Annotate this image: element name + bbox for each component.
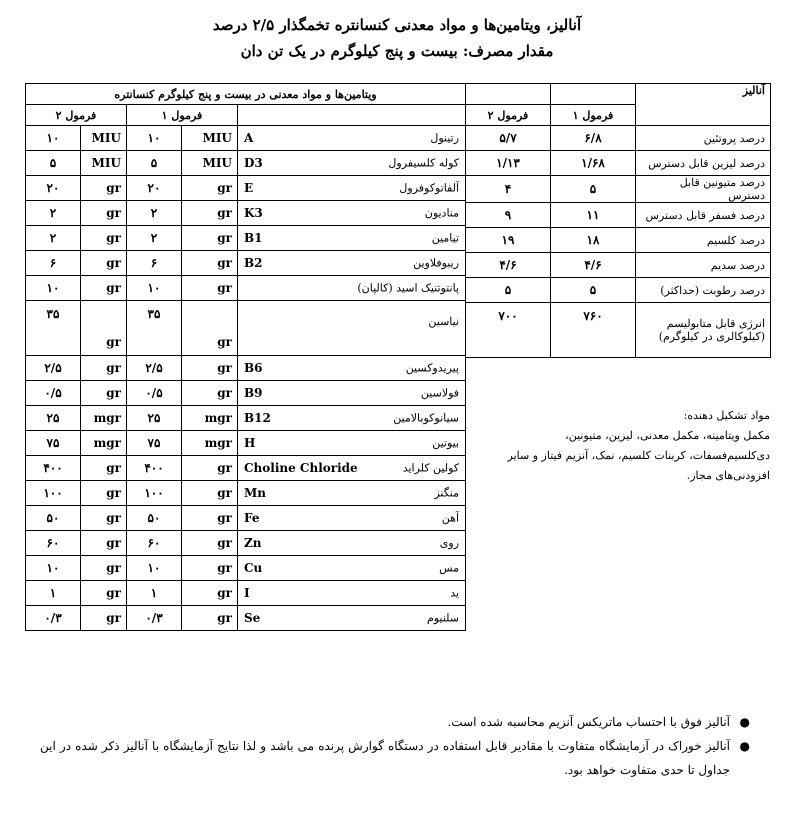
vitamin-formula2-unit: gr bbox=[81, 356, 127, 381]
analysis-row bbox=[466, 126, 771, 151]
vitamin-name-cell bbox=[238, 506, 466, 531]
vitamin-code: Zn bbox=[244, 536, 262, 550]
vitamin-code: Se bbox=[244, 611, 261, 625]
vitamin-formula1-value: ۱۰ bbox=[127, 556, 182, 581]
analysis-label: درصد رطوبت (حداکثر) bbox=[636, 278, 771, 303]
vitamin-formula2-value: ۲۵ bbox=[26, 406, 81, 431]
analysis-formula1-value: ۶/۸ bbox=[551, 126, 636, 151]
vitamin-formula1-unit: gr bbox=[182, 531, 238, 556]
analysis-formula2-value: ۱۹ bbox=[466, 228, 551, 253]
vitamin-name-cell bbox=[238, 481, 466, 506]
analysis-formula1-value: ۱۱ bbox=[551, 203, 636, 228]
vitamin-code: B1 bbox=[244, 231, 263, 245]
analysis-formula2-value: ۵/۷ bbox=[466, 126, 551, 151]
vitamin-row bbox=[26, 381, 466, 406]
vitamin-name: کولین کلراید bbox=[402, 461, 460, 475]
analysis-row bbox=[466, 303, 771, 358]
analysis-formula1-header: فرمول ۱ bbox=[551, 105, 636, 126]
vitamin-formula1-value: ۴۰۰ bbox=[127, 456, 182, 481]
vitamin-formula1-value: ۷۵ bbox=[127, 431, 182, 456]
vitamin-formula1-unit: gr bbox=[182, 606, 238, 631]
vitamin-name: پیریدوکسین bbox=[405, 361, 460, 375]
vitamin-formula2-value: ۴۰۰ bbox=[26, 456, 81, 481]
vitamin-code: D3 bbox=[244, 156, 263, 170]
vitamin-formula2-unit: mgr bbox=[81, 406, 127, 431]
vitamin-row bbox=[26, 126, 466, 151]
page-title: آنالیز، ویتامین‌ها و مواد معدنی کنسانتره تخمگذار ۲/۵ درصد bbox=[212, 16, 582, 34]
analysis-formula1-value: ۷۶۰ bbox=[551, 303, 636, 358]
vitamin-formula2-unit: gr bbox=[81, 481, 127, 506]
vitamin-row bbox=[26, 201, 466, 226]
vitamin-formula1-unit: gr bbox=[182, 176, 238, 201]
analysis-formula2-value: ۹ bbox=[466, 203, 551, 228]
analysis-row bbox=[466, 203, 771, 228]
vitamin-formula1-value: ۰/۵ bbox=[127, 381, 182, 406]
vitamin-row bbox=[26, 556, 466, 581]
vitamin-formula1-value: ۱۰ bbox=[127, 126, 182, 151]
analysis-formula2-value: ۵ bbox=[466, 278, 551, 303]
vitamin-code: H bbox=[244, 436, 256, 450]
vitamin-formula2-unit: gr bbox=[81, 276, 127, 301]
analysis-row bbox=[466, 228, 771, 253]
vitamin-name: منادیون bbox=[424, 206, 460, 220]
vitamin-row bbox=[26, 581, 466, 606]
vitamin-formula1-unit: gr bbox=[182, 381, 238, 406]
vitamin-formula1-value: ۱۰ bbox=[127, 276, 182, 301]
vitamin-name: آهن bbox=[441, 511, 460, 525]
note-text: آنالیز خوراک در آزمایشگاه متفاوت با مقادیر قابل استفاده در دستگاه گوارش پرنده می باشد و لذا نتایج آزمایشگاه با آنالیز ذکر شده در این جداول تا حدی متفاوت خواهد بود. bbox=[40, 739, 730, 777]
vitamin-code: Choline Chloride bbox=[244, 461, 358, 475]
analysis-header-blank bbox=[466, 84, 551, 105]
vitamin-formula1-value: ۶۰ bbox=[127, 531, 182, 556]
vitamin-formula2-value: ۲۰ bbox=[26, 176, 81, 201]
vitamin-name: منگنز bbox=[434, 486, 460, 500]
vitamin-formula2-value: ۵۰ bbox=[26, 506, 81, 531]
notes-list bbox=[40, 710, 750, 782]
vitamin-code: B6 bbox=[244, 361, 263, 375]
vitamin-formula1-unit: gr bbox=[182, 251, 238, 276]
vitamin-code: K3 bbox=[244, 206, 263, 220]
vitamin-formula1-value: ۱۰۰ bbox=[127, 481, 182, 506]
vitamin-name-cell bbox=[238, 151, 466, 176]
analysis-label: انرژی قابل متابولیسم (کیلوکالری در کیلوگرم) bbox=[636, 303, 771, 358]
vitamin-row bbox=[26, 226, 466, 251]
vitamin-name-cell bbox=[238, 606, 466, 631]
vitamin-name-cell bbox=[238, 456, 466, 481]
vitamin-formula2-unit: gr bbox=[81, 556, 127, 581]
vitamin-name-cell bbox=[238, 531, 466, 556]
analysis-row bbox=[466, 278, 771, 303]
vitamin-formula2-unit: gr bbox=[81, 226, 127, 251]
vitamin-formula1-value: ۳۵ bbox=[127, 301, 182, 356]
analysis-formula2-value: ۴ bbox=[466, 176, 551, 203]
analysis-label: درصد لیزین قابل دسترس bbox=[636, 151, 771, 176]
vitamin-formula2-unit: gr bbox=[81, 506, 127, 531]
vitamin-name-cell bbox=[238, 251, 466, 276]
vitamin-row bbox=[26, 531, 466, 556]
vitamin-name-cell bbox=[238, 381, 466, 406]
analysis-formula2-value: ۴/۶ bbox=[466, 253, 551, 278]
vitamin-formula1-value: ۶ bbox=[127, 251, 182, 276]
vitamin-formula2-value: ۶ bbox=[26, 251, 81, 276]
vitamin-formula2-unit: gr bbox=[81, 531, 127, 556]
analysis-formula1-value: ۴/۶ bbox=[551, 253, 636, 278]
analysis-header-blank bbox=[551, 84, 636, 105]
vitamin-name: روی bbox=[439, 536, 460, 550]
analysis-formula1-value: ۵ bbox=[551, 278, 636, 303]
vitamin-code: B12 bbox=[244, 411, 271, 425]
analysis-table bbox=[465, 83, 771, 358]
vitamin-formula1-unit: gr bbox=[182, 301, 238, 356]
vitamin-formula2-unit: gr bbox=[81, 456, 127, 481]
vitamin-formula2-value: ۳۵ bbox=[26, 301, 81, 356]
vitamin-formula2-value: ۱۰۰ bbox=[26, 481, 81, 506]
vitamins-table bbox=[25, 83, 466, 631]
note-item bbox=[40, 734, 750, 782]
vitamin-formula2-value: ۱ bbox=[26, 581, 81, 606]
vitamin-formula1-unit: gr bbox=[182, 506, 238, 531]
vitamin-row bbox=[26, 406, 466, 431]
bullet-icon: ● bbox=[739, 739, 750, 753]
vitamin-code: E bbox=[244, 181, 254, 195]
vitamin-name: پانتوتنیک اسید (کالپان) bbox=[357, 281, 460, 295]
vitamin-formula1-unit: mgr bbox=[182, 431, 238, 456]
analysis-formula1-value: ۱/۶۸ bbox=[551, 151, 636, 176]
vitamin-code: A bbox=[244, 131, 254, 145]
vitamin-name-cell bbox=[238, 556, 466, 581]
vitamin-name: بیوتین bbox=[432, 436, 460, 450]
vitamin-formula2-value: ۲ bbox=[26, 226, 81, 251]
vitamin-formula1-unit: gr bbox=[182, 556, 238, 581]
vitamin-code: B2 bbox=[244, 256, 263, 270]
vitamin-row bbox=[26, 356, 466, 381]
vitamin-name: سیانوکوبالامین bbox=[393, 411, 460, 425]
vitamin-formula1-value: ۲ bbox=[127, 201, 182, 226]
analysis-label: درصد فسفر قابل دسترس bbox=[636, 203, 771, 228]
vitamin-name-cell bbox=[238, 226, 466, 251]
analysis-formula2-value: ۱/۱۳ bbox=[466, 151, 551, 176]
vitamins-name-header bbox=[238, 105, 466, 126]
vitamin-formula1-value: ۵۰ bbox=[127, 506, 182, 531]
vitamin-formula2-value: ۶۰ bbox=[26, 531, 81, 556]
vitamin-formula1-unit: gr bbox=[182, 481, 238, 506]
vitamin-formula1-unit: mgr bbox=[182, 406, 238, 431]
vitamin-formula2-unit: MIU bbox=[81, 151, 127, 176]
vitamin-formula1-unit: gr bbox=[182, 356, 238, 381]
vitamin-formula2-unit: gr bbox=[81, 381, 127, 406]
vitamin-name-cell bbox=[238, 581, 466, 606]
analysis-row bbox=[466, 151, 771, 176]
vitamin-formula2-value: ۵ bbox=[26, 151, 81, 176]
vitamin-name-cell bbox=[238, 356, 466, 381]
vitamin-row bbox=[26, 301, 466, 356]
vitamin-formula1-value: ۲۰ bbox=[127, 176, 182, 201]
vitamin-name: فولاسین bbox=[420, 386, 460, 400]
analysis-row bbox=[466, 176, 771, 203]
vitamin-formula1-value: ۱ bbox=[127, 581, 182, 606]
analysis-label: درصد متیونین قابل دسترس bbox=[636, 176, 771, 203]
analysis-formula2-header: فرمول ۲ bbox=[466, 105, 551, 126]
vitamin-formula1-unit: gr bbox=[182, 201, 238, 226]
vitamin-row bbox=[26, 506, 466, 531]
vitamin-formula2-unit: gr bbox=[81, 176, 127, 201]
vitamin-formula2-value: ۰/۳ bbox=[26, 606, 81, 631]
vitamin-formula1-unit: gr bbox=[182, 581, 238, 606]
vitamin-name: تیامین bbox=[431, 231, 460, 245]
vitamin-name-cell bbox=[238, 176, 466, 201]
vitamin-formula1-value: ۲ bbox=[127, 226, 182, 251]
vitamin-code: Cu bbox=[244, 561, 263, 575]
vitamin-row bbox=[26, 481, 466, 506]
vitamin-formula2-value: ۱۰ bbox=[26, 126, 81, 151]
vitamin-name-cell bbox=[238, 301, 466, 356]
vitamin-code: Mn bbox=[244, 486, 267, 500]
vitamin-formula2-unit: MIU bbox=[81, 126, 127, 151]
vitamin-formula2-value: ۷۵ bbox=[26, 431, 81, 456]
vitamin-name: ید bbox=[450, 586, 460, 600]
vitamin-row bbox=[26, 456, 466, 481]
vitamin-formula2-unit: gr bbox=[81, 201, 127, 226]
vitamins-formula1-header: فرمول ۱ bbox=[127, 105, 238, 126]
vitamin-name-cell bbox=[238, 201, 466, 226]
vitamin-formula2-value: ۰/۵ bbox=[26, 381, 81, 406]
vitamin-formula1-value: ۲۵ bbox=[127, 406, 182, 431]
analysis-formula1-value: ۵ bbox=[551, 176, 636, 203]
analysis-formula2-value: ۷۰۰ bbox=[466, 303, 551, 358]
vitamin-formula2-unit: gr bbox=[81, 606, 127, 631]
analysis-label: درصد سدیم bbox=[636, 253, 771, 278]
vitamin-formula1-unit: MIU bbox=[182, 126, 238, 151]
vitamin-name: سلنیوم bbox=[427, 611, 460, 625]
vitamin-row bbox=[26, 606, 466, 631]
vitamin-formula1-unit: gr bbox=[182, 226, 238, 251]
analysis-label: درصد کلسیم bbox=[636, 228, 771, 253]
vitamin-name: ریبوفلاوین bbox=[413, 256, 460, 270]
vitamin-formula1-value: ۲/۵ bbox=[127, 356, 182, 381]
vitamin-name-cell bbox=[238, 126, 466, 151]
ingredients-block bbox=[485, 406, 770, 486]
vitamin-formula2-unit: gr bbox=[81, 251, 127, 276]
vitamin-name: مس bbox=[439, 561, 460, 575]
vitamin-code: B9 bbox=[244, 386, 263, 400]
vitamin-formula1-value: ۰/۳ bbox=[127, 606, 182, 631]
vitamin-formula2-unit: mgr bbox=[81, 431, 127, 456]
vitamin-row bbox=[26, 276, 466, 301]
vitamins-section-title: ویتامین‌ها و مواد معدنی در بیست و پنج کیلوگرم کنسانتره bbox=[26, 84, 466, 105]
vitamin-name: آلفاتوکوفرول bbox=[399, 181, 460, 195]
vitamin-row bbox=[26, 251, 466, 276]
vitamin-name-cell bbox=[238, 431, 466, 456]
note-item bbox=[40, 710, 750, 734]
vitamins-formula2-header: فرمول ۲ bbox=[26, 105, 127, 126]
vitamin-name: کوله کلسیفرول bbox=[388, 156, 460, 170]
vitamin-name: نیاسین bbox=[428, 315, 460, 328]
vitamin-name-cell bbox=[238, 276, 466, 301]
vitamin-formula1-unit: gr bbox=[182, 276, 238, 301]
vitamin-formula2-value: ۱۰ bbox=[26, 556, 81, 581]
vitamin-name-cell bbox=[238, 406, 466, 431]
analysis-formula1-value: ۱۸ bbox=[551, 228, 636, 253]
page-subtitle: مقدار مصرف: بیست و پنج کیلوگرم در یک تن دان bbox=[240, 42, 554, 60]
vitamin-formula1-unit: MIU bbox=[182, 151, 238, 176]
analysis-title: آنالیز bbox=[636, 84, 771, 126]
vitamin-formula2-unit: gr bbox=[81, 581, 127, 606]
vitamin-formula1-value: ۵ bbox=[127, 151, 182, 176]
ingredients-text: مکمل ویتامینه، مکمل معدنی، لیزین، متیونین، دی‌کلسیم‌فسفات، کربنات کلسیم، نمک، آنزیم فیتاز و سایر افزودنی‌های مجاز. bbox=[507, 429, 770, 482]
vitamin-formula2-unit: gr bbox=[81, 301, 127, 356]
note-text: آنالیز فوق با احتساب ماتریکس آنزیم محاسبه شده است. bbox=[447, 715, 730, 729]
vitamin-row bbox=[26, 176, 466, 201]
vitamin-formula2-value: ۲ bbox=[26, 201, 81, 226]
bullet-icon: ● bbox=[739, 715, 750, 729]
vitamin-code: I bbox=[244, 586, 250, 600]
vitamin-formula2-value: ۲/۵ bbox=[26, 356, 81, 381]
analysis-label: درصد پروتئین bbox=[636, 126, 771, 151]
analysis-row bbox=[466, 253, 771, 278]
vitamin-row bbox=[26, 151, 466, 176]
vitamin-formula2-value: ۱۰ bbox=[26, 276, 81, 301]
ingredients-title: مواد تشکیل دهنده: bbox=[683, 409, 770, 422]
vitamin-formula1-unit: gr bbox=[182, 456, 238, 481]
vitamin-code: Fe bbox=[244, 511, 260, 525]
vitamin-name: رتینول bbox=[430, 131, 460, 145]
vitamin-row bbox=[26, 431, 466, 456]
